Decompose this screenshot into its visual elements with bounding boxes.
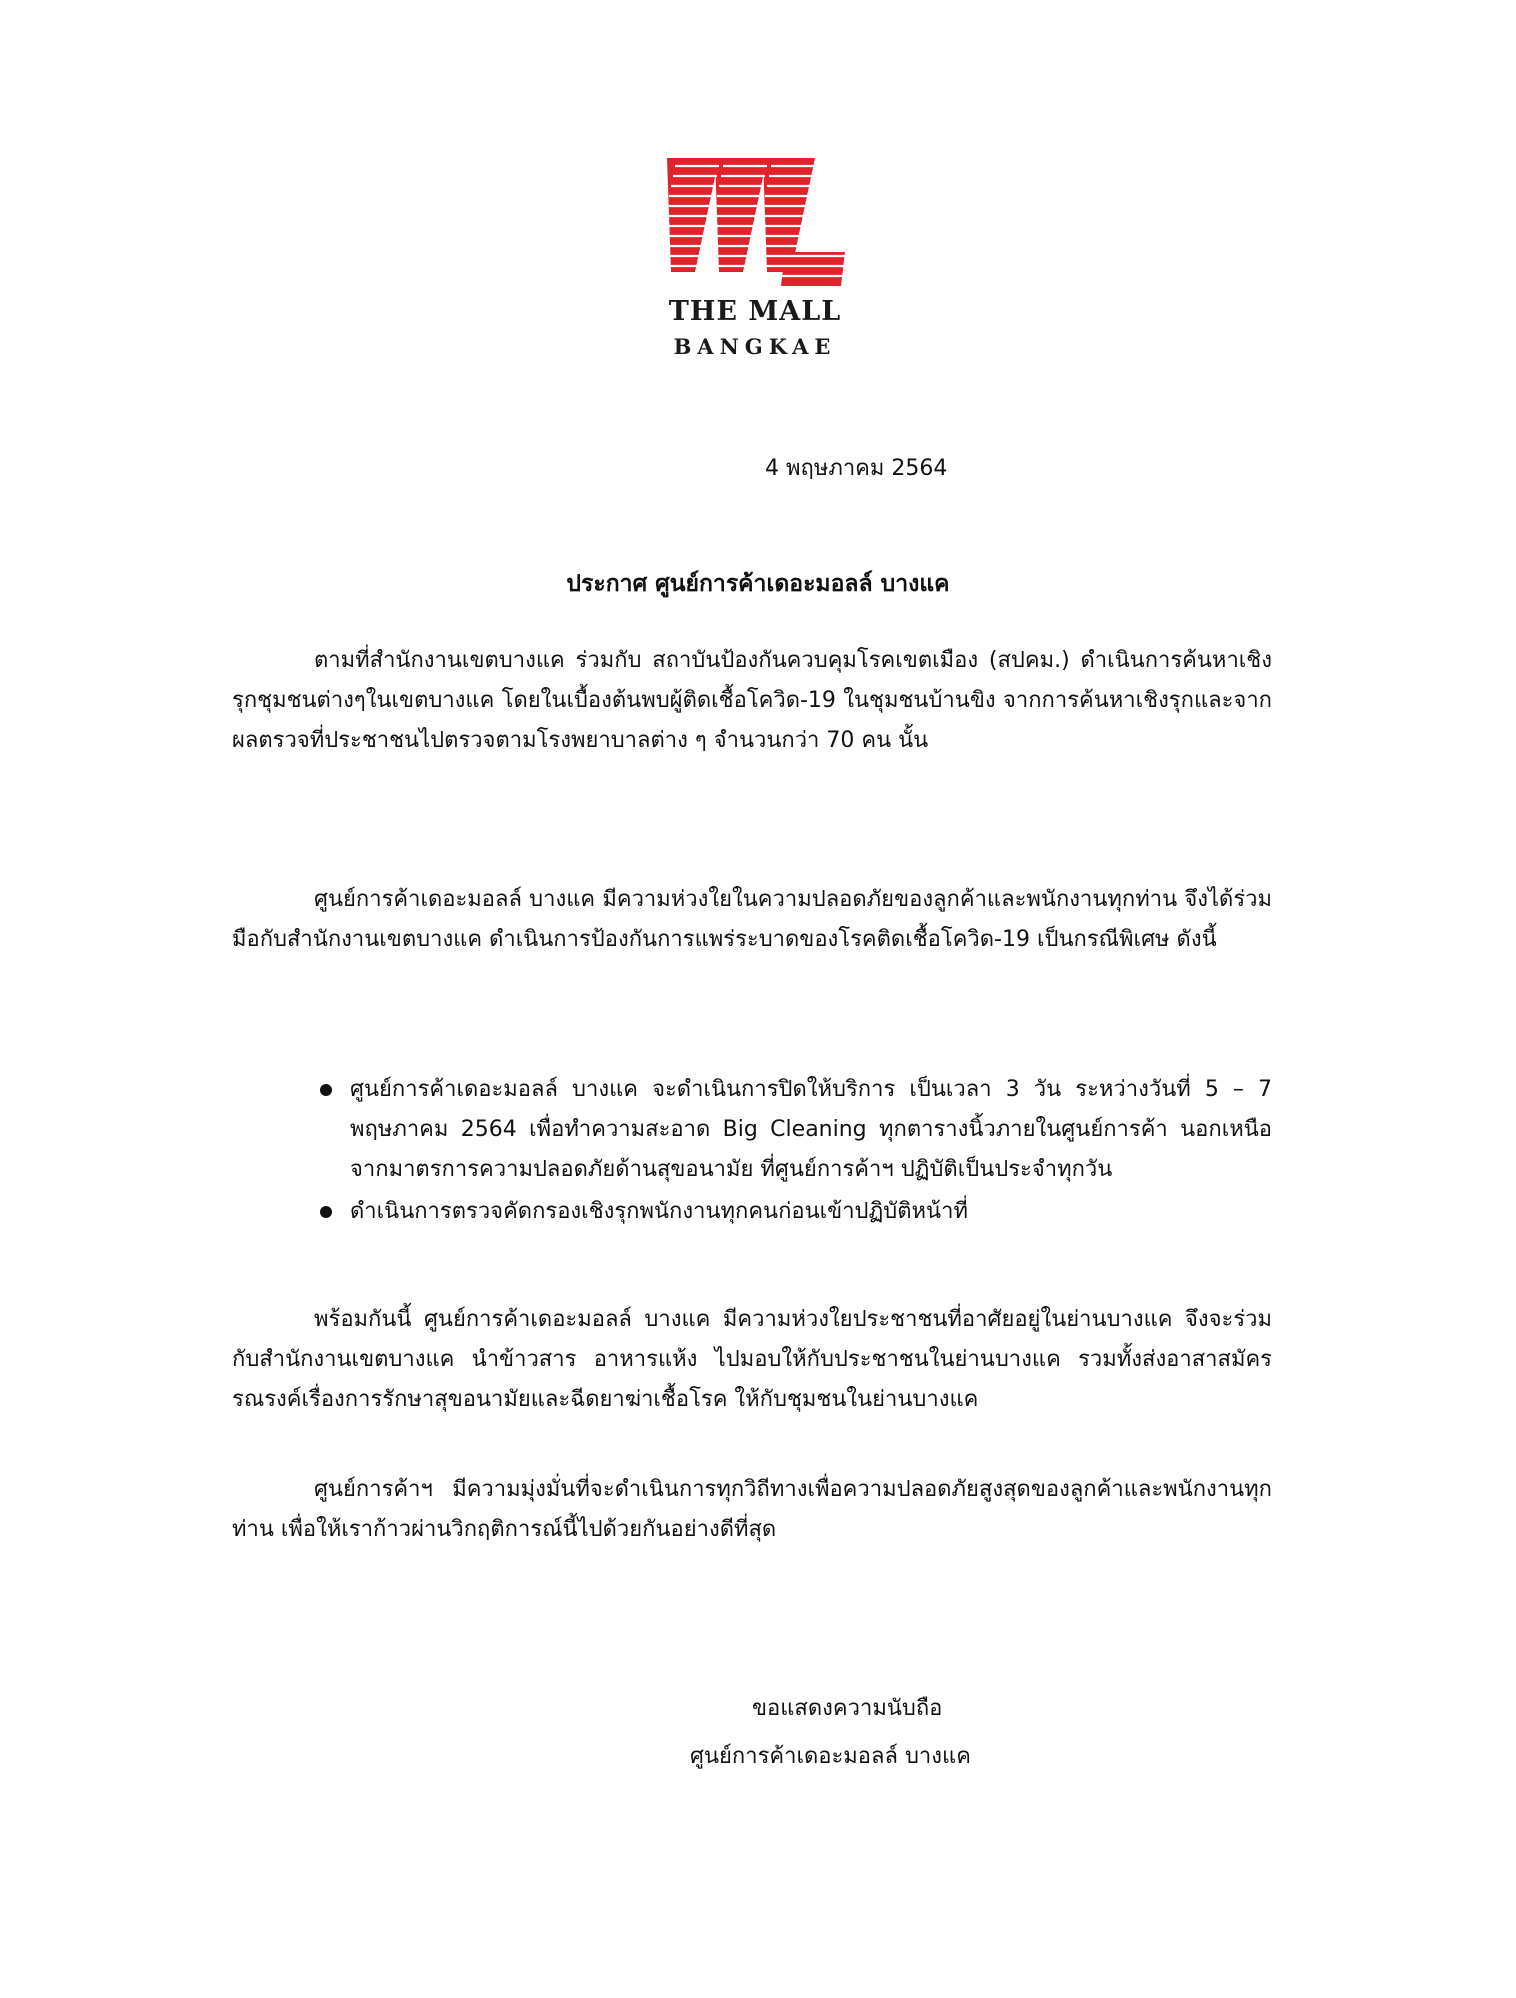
list-item: [320, 1070, 1272, 1190]
list-item: [320, 1192, 1272, 1232]
announcement-title: ประกาศ ศูนย์การค้าเดอะมอลล์ บางแค: [566, 571, 950, 597]
paragraph-commitment: ศูนย์การค้าฯ มีความมุ่งมั่นที่จะดำเนินการทุกวิถีทางเพื่อความปลอดภัยสูงสุดของลูกค้าและพนักงานทุกท่าน เพื่อให้เราก้าวผ่านวิกฤติการณ์นี้ไปด้วยกันอย่างดีที่สุด: [232, 1477, 1272, 1542]
bullet-icon: [320, 1206, 332, 1218]
measures-list: [320, 1070, 1272, 1234]
signer-name: ศูนย์การค้าเดอะมอลล์ บางแค: [690, 1744, 971, 1769]
list-item-text: ดำเนินการตรวจคัดกรองเชิงรุกพนักงานทุกคนก่อนเข้าปฏิบัติหน้าที่: [350, 1199, 968, 1224]
the-mall-logo-mark-icon: [655, 152, 855, 292]
paragraph-concern: ศูนย์การค้าเดอะมอลล์ บางแค มีความห่วงใยในความปลอดภัยของลูกค้าและพนักงานทุกท่าน จึงได้ร่วมมือกับสำนักงานเขตบางแค ดำเนินการป้องกันการแพร่ระบาดของโรคติดเชื้อโควิด-19 เป็นกรณีพิเศษ ดังนี้: [232, 887, 1272, 952]
bullet-icon: [320, 1084, 332, 1096]
paragraph-community-support: พร้อมกันนี้ ศูนย์การค้าเดอะมอลล์ บางแค มีความห่วงใยประชาชนที่อาศัยอยู่ในย่านบางแค จึงจะร่วมกับสำนักงานเขตบางแค นำข้าวสาร อาหารแห้ง ไปมอบให้กับประชาชนในย่านบางแค รวมทั้งส่งอาสาสมัครรณรงค์เรื่องการรักษาสุขอนามัยและฉีดยาฆ่าเชื้อโรค ให้กับชุมชนในย่านบางแค: [232, 1307, 1272, 1412]
logo-text-the-mall: THE MALL: [668, 296, 842, 327]
paragraph-background: ตามที่สำนักงานเขตบางแค ร่วมกับ สถาบันป้องกันควบคุมโรคเขตเมือง (สปคม.) ดำเนินการค้นหาเชิงรุกชุมชนต่างๆในเขตบางแค โดยในเบื้องต้นพบผู้ติดเชื้อโควิด-19 ในชุมชนบ้านขิง จากการค้นหาเชิงรุกและจากผลตรวจที่ประชาชนไปตรวจตามโรงพยาบาลต่าง ๆ จำนวนกว่า 70 คน นั้น: [232, 648, 1272, 753]
logo-text-bangkae: BANGKAE: [673, 334, 837, 359]
announcement-date: 4 พฤษภาคม 2564: [765, 456, 948, 481]
closing-phrase: ขอแสดงความนับถือ: [752, 1696, 943, 1721]
list-item-text: ศูนย์การค้าเดอะมอลล์ บางแค จะดำเนินการปิดให้บริการ เป็นเวลา 3 วัน ระหว่างวันที่ 5 – 7 พฤษภาคม 2564 เพื่อทำความสะอาด Big Cleaning ทุกตารางนิ้วภายในศูนย์การค้า นอกเหนือจากมาตรการความปลอดภัยด้านสุขอนามัย ที่ศูนย์การค้าฯ ปฏิบัติเป็นประจำทุกวัน: [350, 1077, 1272, 1182]
